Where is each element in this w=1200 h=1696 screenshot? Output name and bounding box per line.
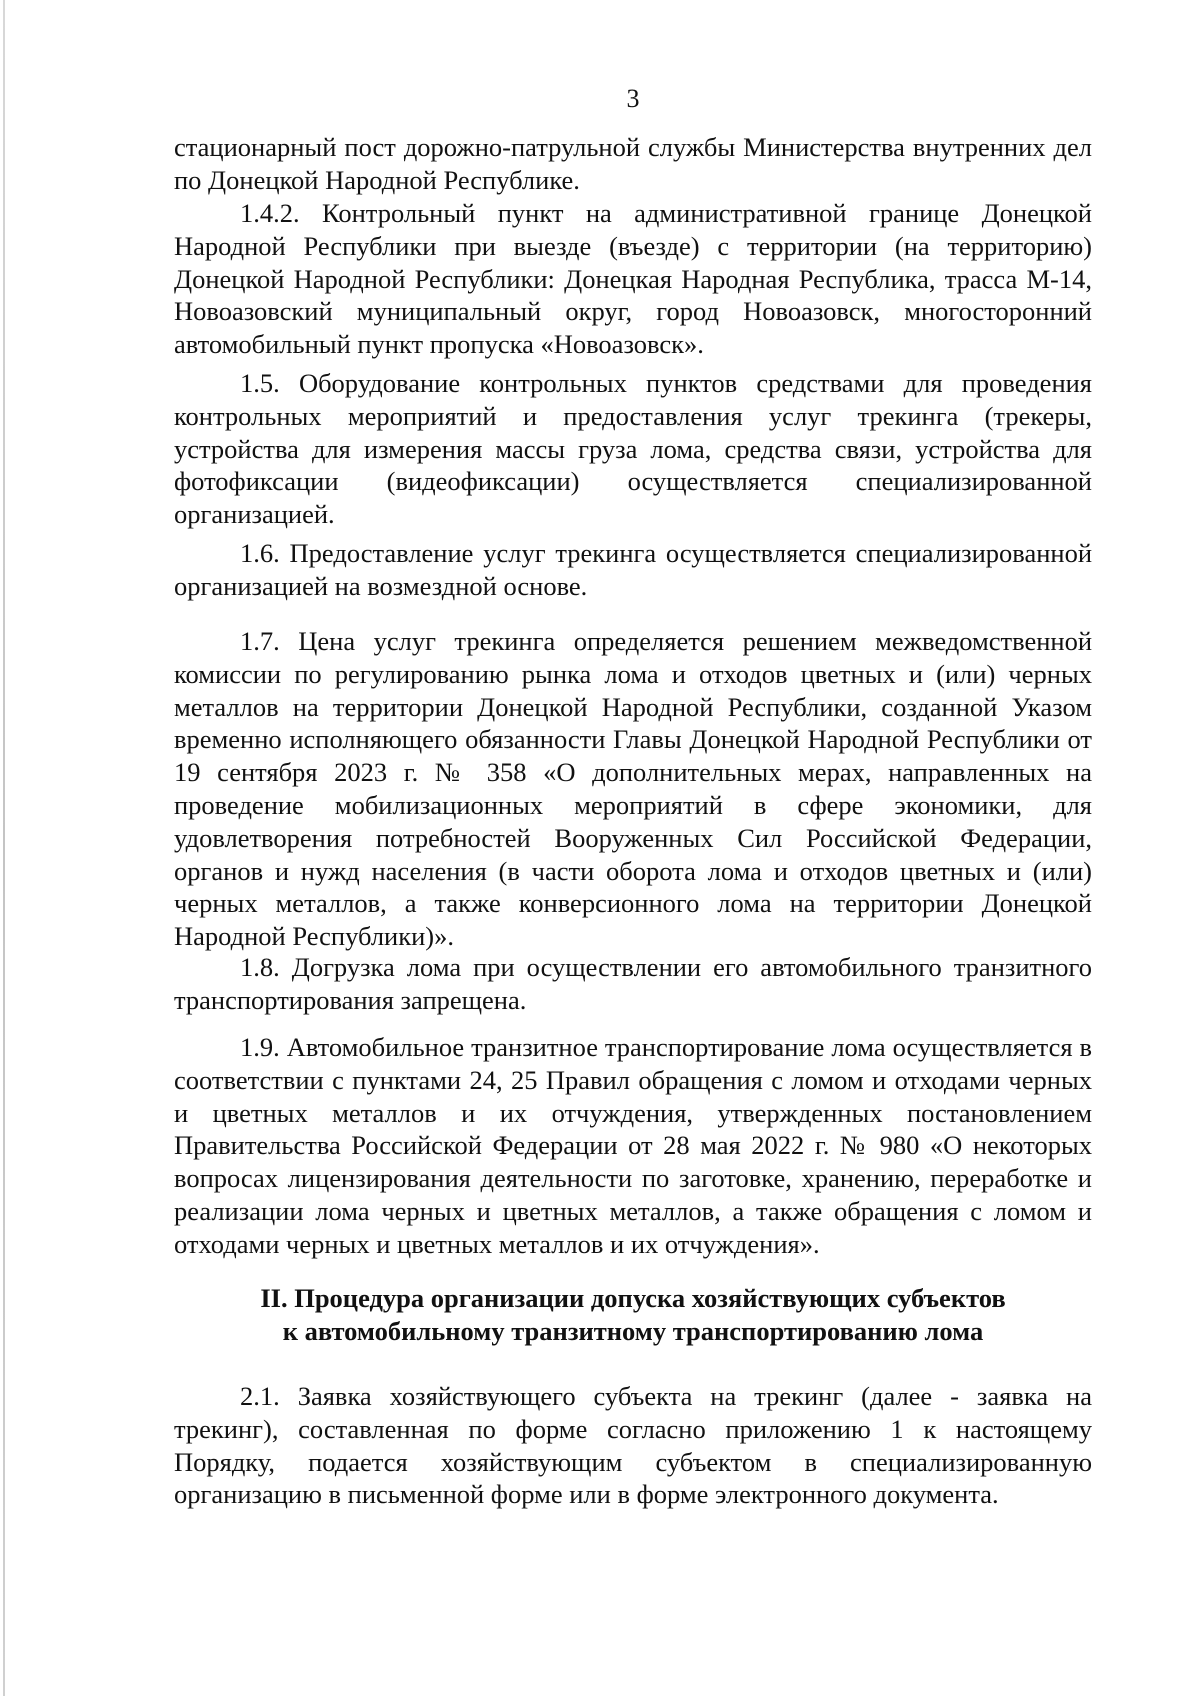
paragraph-continuation: стационарный пост дорожно-патрульной службы Министерства внутренних дел по Донецкой Народной Республике. [174,132,1092,195]
section-heading-line-1: II. Процедура организации допуска хозяйствующих субъектов [260,1283,1006,1313]
paragraph-1-5: 1.5. Оборудование контрольных пунктов средствами для проведения контрольных мероприятий и предоставления услуг трекинга (трекеры, устройства для измерения массы груза лома, средства связи, устройства для фотофиксации (видеофиксации) осуществляется специализированной организацией. [174,368,1092,530]
paragraph-1-4-2: 1.4.2. Контрольный пункт на административной границе Донецкой Народной Республики при выезде (въезде) с территории (на территорию) Донецкой Народной Республики: Донецкая Народная Республика, трасса М-14, Новоазовский муниципальный округ, город Новоазовск, многосторонний автомобильный пункт пропуска «Новоазовск». [174,198,1092,360]
paragraph-1-6: 1.6. Предоставление услуг трекинга осуществляется специализированной организацией на возмездной основе. [174,538,1092,601]
paragraph-1-9: 1.9. Автомобильное транзитное транспортирование лома осуществляется в соответствии с пунктами 24, 25 Правил обращения с ломом и отходами черных и цветных металлов и их отчуждения, утвержденных постановлением Правительства Российской Федерации от 28 мая 2022 г. № 980 «О некоторых вопросах лицензирования деятельности по заготовке, хранению, переработке и реализации лома черных и цветных металлов, а также обращения с ломом и отходами черных и цветных металлов и их отчуждения». [174,1032,1092,1259]
section-heading-line-2: к автомобильному транзитному транспортированию лома [282,1315,984,1346]
paragraph-1-8: 1.8. Догрузка лома при осуществлении его автомобильного транзитного транспортирования запрещена. [174,952,1092,1015]
scan-edge-line [3,0,5,1696]
paragraph-2-1: 2.1. Заявка хозяйствующего субъекта на трекинг (далее - заявка на трекинг), составленная по форме согласно приложению 1 к настоящему Порядку, подается хозяйствующим субъектом в специализированную организацию в письменной форме или в форме электронного документа. [174,1381,1092,1510]
paragraph-1-7: 1.7. Цена услуг трекинга определяется решением межведомственной комиссии по регулированию рынка лома и отходов цветных и (или) черных металлов на территории Донецкой Народной Республики, созданной Указом временно исполняющего обязанности Главы Донецкой Народной Республики от 19 сентября 2023 г. № 358 «О дополнительных мерах, направленных на проведение мобилизационных мероприятий в сфере экономики, для удовлетворения потребностей Вооруженных Сил Российской Федерации, органов и нужд населения (в части оборота лома и отходов цветных и (или) черных металлов, а также конверсионного лома на территории Донецкой Народной Республики)». [174,626,1092,952]
page-number: 3 [626,84,640,113]
section-heading [174,1282,1092,1348]
